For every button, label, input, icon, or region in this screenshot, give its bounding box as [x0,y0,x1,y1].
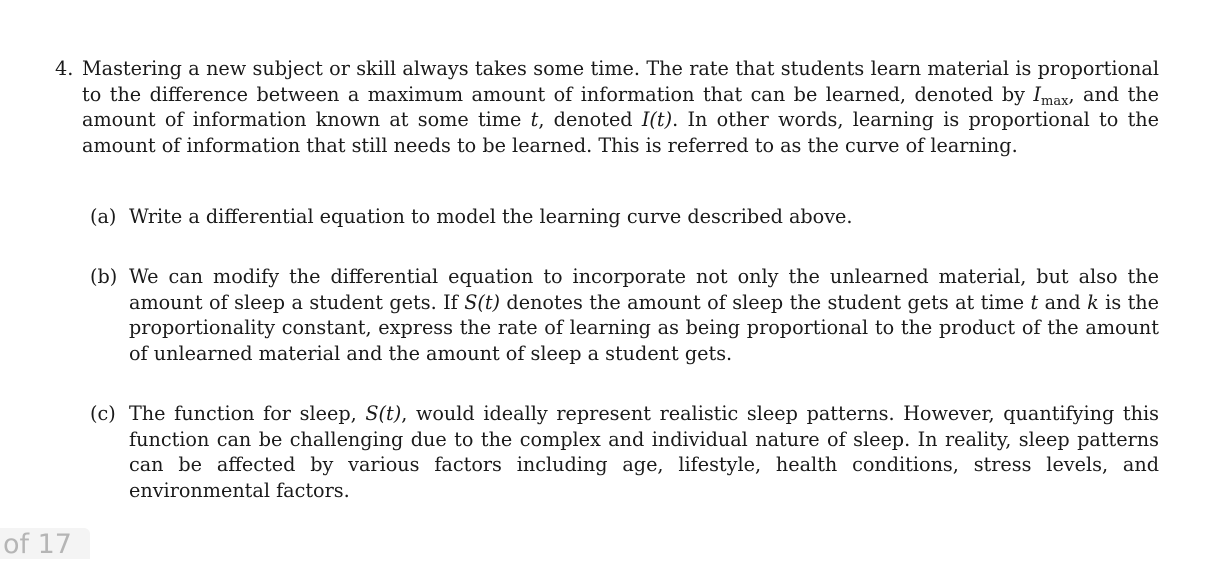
part-b-text-segment: is the proportionality constant, express the rate of learning as being proportional to the product of the amount of unlearned material and the amount of sleep a student gets. [129,290,1159,365]
t-symbol: t [530,108,539,131]
problem-text-segment: . In other words, learning is proportional to the amount of information that still needs to be learned. This is referred to as the curve of learning. [82,108,1159,157]
part-b-label: (b) [90,265,118,288]
part-c [90,401,1159,503]
highlight-it[interactable] [642,107,672,133]
problem-statement [82,56,1159,158]
part-a-label: (a) [90,205,117,228]
imax-symbol: I [1033,82,1042,106]
imax-subscript: max [1041,93,1069,109]
part-b-text-segment: We can modify the differential equation to incorporate not only the unlearned material, but also the amount of sleep a student gets. If [129,265,1159,314]
problem-text-segment: , and the amount of information known at some time [82,82,1159,131]
problem-number: 4. [55,57,74,80]
part-c-label: (c) [90,402,116,425]
page-indicator: of 17 [0,528,90,559]
part-b-text-segment: and [1038,290,1088,314]
problem-4 [55,56,1159,158]
k-symbol: k [1087,290,1099,314]
t-symbol: t [1030,290,1039,314]
part-c-text-segment: The function for sleep, [129,402,366,425]
part-c-text-segment: , would ideally represent realistic sleep patterns. However, quantifying this function can be challenging due to the complex and individual nature of sleep. In reality, sleep patterns can be affected by various factors including age, lifestyle, health conditions, stress levels, and environmental factors. [129,402,1159,502]
problem-text-segment: Mastering a new subject or skill always takes some time. The rate that students learn material is proportional to the difference between a maximum amount of information that can be learned, denoted by [82,57,1159,106]
it-symbol: I(t) [641,108,673,131]
part-a-text: Write a differential equation to model the learning curve described above. [129,205,853,228]
highlight-imax[interactable] [1033,82,1068,108]
s-symbol: S(t) [464,290,501,314]
part-b-text-segment: denotes the amount of sleep the student gets at time [500,290,1031,314]
problem-text-segment: , denoted [538,108,642,131]
part-b [90,264,1159,366]
s-symbol: S(t) [365,402,402,425]
part-a [90,204,1159,230]
